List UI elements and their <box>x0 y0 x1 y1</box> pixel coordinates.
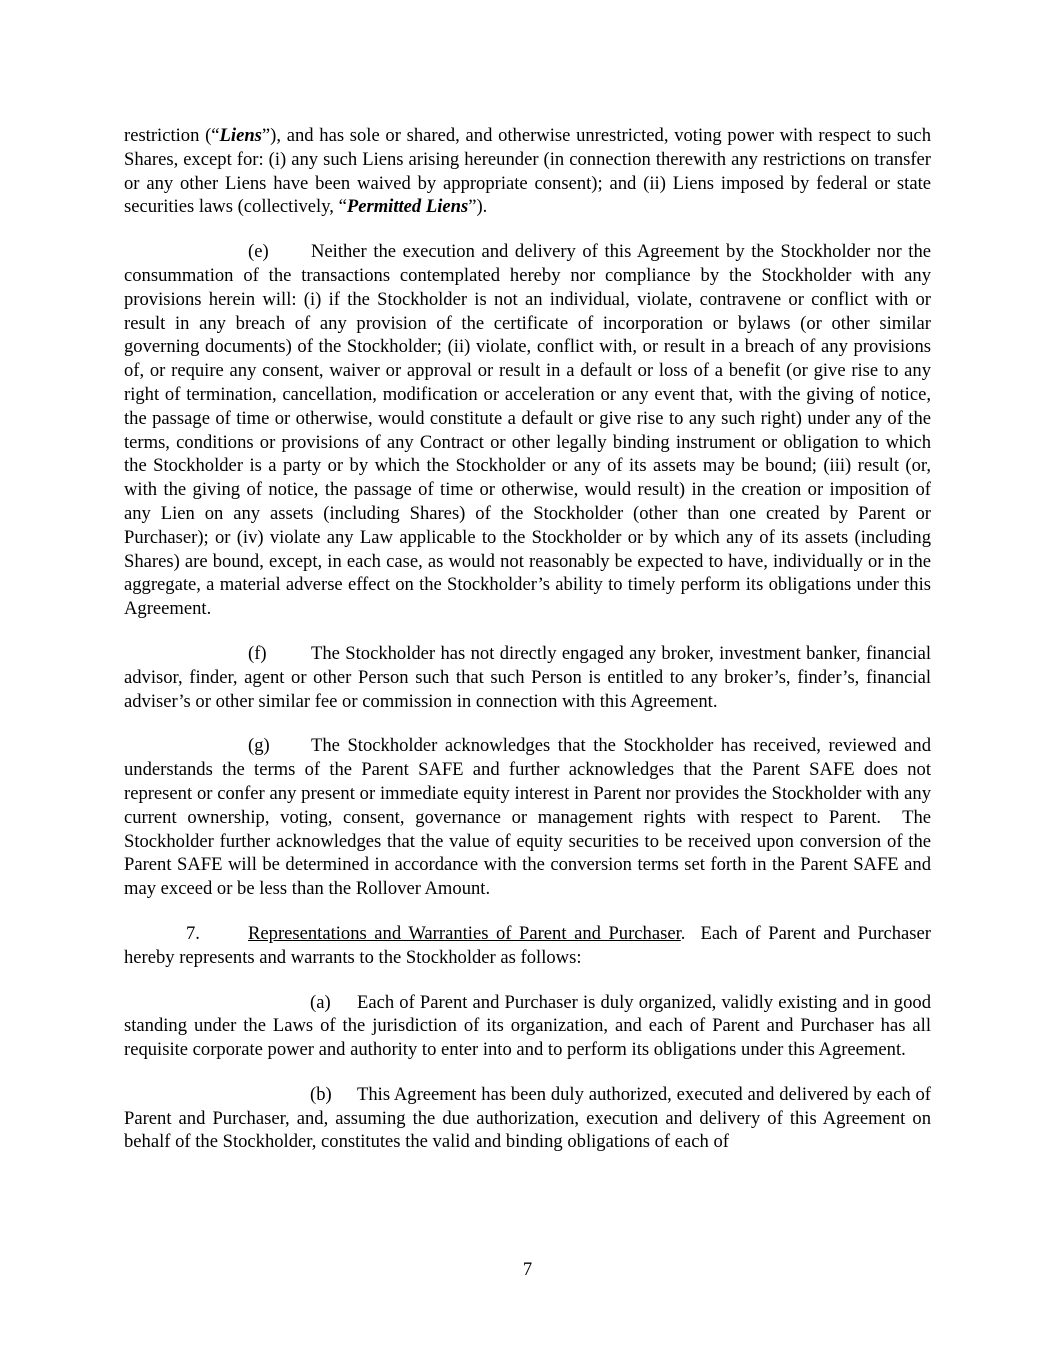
subsection-6f <box>124 642 931 713</box>
paragraph-liens-continued <box>124 124 931 219</box>
subsection-label: (a) <box>310 991 331 1013</box>
section-heading: Representations and Warranties of Parent and Purchaser <box>248 922 681 944</box>
subsection-label: (e) <box>248 241 269 263</box>
subsection-text: This Agreement has been duly authorized, executed and delivered by each of Parent and Purchaser, and, assuming the due authorization, execution and delivery of this Agreement on behalf of the Stockholder, constitutes the valid and binding obligations of each of <box>124 1083 931 1153</box>
subsection-text: The Stockholder has not directly engaged any broker, investment banker, financial advisor, finder, agent or other Person such that such Person is entitled to any broker’s, finder’s, financial adviser’s or other similar fee or commission in connection with this Agreement. <box>124 642 931 712</box>
subsection-text: Neither the execution and delivery of this Agreement by the Stockholder nor the consummation of the transactions contemplated hereby nor compliance by the Stockholder with any provisions herein will: (i) if the Stockholder is not an individual, violate, contravene or conflict with or result in any breach of any provision of the certificate of incorporation or bylaws (or other similar governing documents) of the Stockholder; (ii) violate, conflict with, or result in a breach of any provisions of, or require any consent, waiver or approval or result in a default or loss of a benefit (or give rise to any right of termination, cancellation, modification or acceleration or any event that, with the giving of notice, the passage of time or otherwise, would constitute a default or give rise to any such right) under any of the terms, conditions or provisions of any Contract or other legally binding instrument or obligation to which the Stockholder is a party or by which the Stockholder or any of its assets may be bound; (iii) result (or, with the giving of notice, the passage of time or otherwise, would result) in the creation or imposition of any Lien on any assets (including Shares) of the Stockholder (other than one created by Parent or Purchaser); or (iv) violate any Law applicable to the Stockholder or by which any of its assets (including Shares) are bound, except, in each case, as would not reasonably be expected to have, individually or in the aggregate, a material adverse effect on the Stockholder’s ability to timely perform its obligations under this Agreement. <box>124 241 931 620</box>
text-segment: ”), and has sole or shared, and otherwise unrestricted, voting power with respect to such Shares, except for: (i) any such Liens arising hereunder (in connection therewith any restrictions on transfer or any other Liens have been waived by appropriate consent); and (ii) Liens imposed by federal or state securities laws (collectively, “ <box>124 125 931 218</box>
subsection-text: Each of Parent and Purchaser is duly organized, validly existing and in good standing under the Laws of the jurisdiction of its organization, and each of Parent and Purchaser has all requisite corporate power and authority to enter into and to perform its obligations under this Agreement. <box>124 991 931 1061</box>
section-number: 7. <box>186 922 200 944</box>
text-segment: ”). <box>468 196 488 218</box>
section-7-intro <box>124 922 931 970</box>
subsection-label: (f) <box>248 642 267 664</box>
subsection-text: The Stockholder acknowledges that the Stockholder has received, reviewed and understands the terms of the Parent SAFE and further acknowledges that the Parent SAFE does not represent or confer any present or immediate equity interest in Parent nor provides the Stockholder with any current ownership, voting, consent, governance or management rights with respect to Parent. The Stockholder further acknowledges that the value of equity securities to be received upon conversion of the Parent SAFE will be determined in accordance with the conversion terms set forth in the Parent SAFE and may exceed or be less than the Rollover Amount. <box>124 735 931 900</box>
subsection-6g <box>124 734 931 901</box>
subsection-label: (g) <box>248 735 270 757</box>
subsection-6e <box>124 240 931 621</box>
subsection-7a <box>124 991 931 1062</box>
document-page <box>124 124 931 1154</box>
section-intro-text: . Each of Parent and Purchaser hereby represents and warrants to the Stockholder as follows: <box>124 922 931 968</box>
subsection-7b <box>124 1083 931 1154</box>
text-segment: restriction (“ <box>124 125 220 146</box>
subsection-label: (b) <box>310 1083 332 1105</box>
defined-term-liens: Liens <box>219 125 262 146</box>
page-number: 7 <box>522 1259 533 1280</box>
defined-term-permitted-liens: Permitted Liens <box>346 196 469 218</box>
